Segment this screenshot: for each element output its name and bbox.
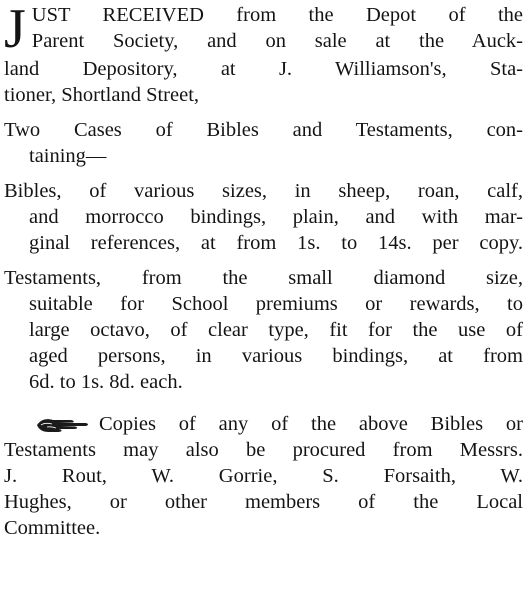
intro-line-1: UST RECEIVED from the Depot of the <box>31 4 523 26</box>
intro-line-4: tioner, Shortland Street, <box>4 84 200 106</box>
cases-paragraph <box>4 117 523 169</box>
advertisement-notice <box>4 2 523 541</box>
pointing-hand-icon <box>35 415 91 433</box>
drop-cap: J <box>4 0 26 60</box>
bibles-line-3: ginal references, at from 1s. to 14s. per copy. <box>29 232 523 254</box>
copies-line-2: Testaments may also be procured from Messrs. <box>4 439 523 461</box>
intro-line-3: land Depository, at J. Williamson's, Sta- <box>4 58 523 80</box>
copies-line-4: Hughes, or other members of the Local <box>4 491 523 513</box>
copies-line-1-text: Copies of any of the above Bibles or <box>99 413 523 435</box>
cases-line-1: Two Cases of Bibles and Testaments, con- <box>4 119 523 141</box>
bibles-paragraph <box>4 178 523 256</box>
copies-line-3: J. Rout, W. Gorrie, S. Forsaith, W. <box>4 465 523 487</box>
bibles-line-1: Bibles, of various sizes, in sheep, roan, calf, <box>4 180 523 202</box>
testaments-line-4: aged persons, in various bindings, at from <box>29 345 523 367</box>
testaments-paragraph <box>4 265 523 395</box>
cases-line-2: taining— <box>29 145 107 167</box>
intro-line-2: Parent Society, and on sale at the Auck- <box>31 30 523 52</box>
testaments-line-1: Testaments, from the small diamond size, <box>4 267 523 289</box>
copies-line-1 <box>4 411 523 437</box>
copies-line-5: Committee. <box>4 517 101 539</box>
bibles-line-2: and morrocco bindings, plain, and with mar- <box>29 206 523 228</box>
testaments-line-3: large octavo, of clear type, fit for the use of <box>29 319 523 341</box>
intro-paragraph <box>4 2 523 108</box>
testaments-line-2: suitable for School premiums or rewards, to <box>29 293 523 315</box>
copies-paragraph <box>4 411 523 541</box>
testaments-line-5: 6d. to 1s. 8d. each. <box>29 371 183 393</box>
